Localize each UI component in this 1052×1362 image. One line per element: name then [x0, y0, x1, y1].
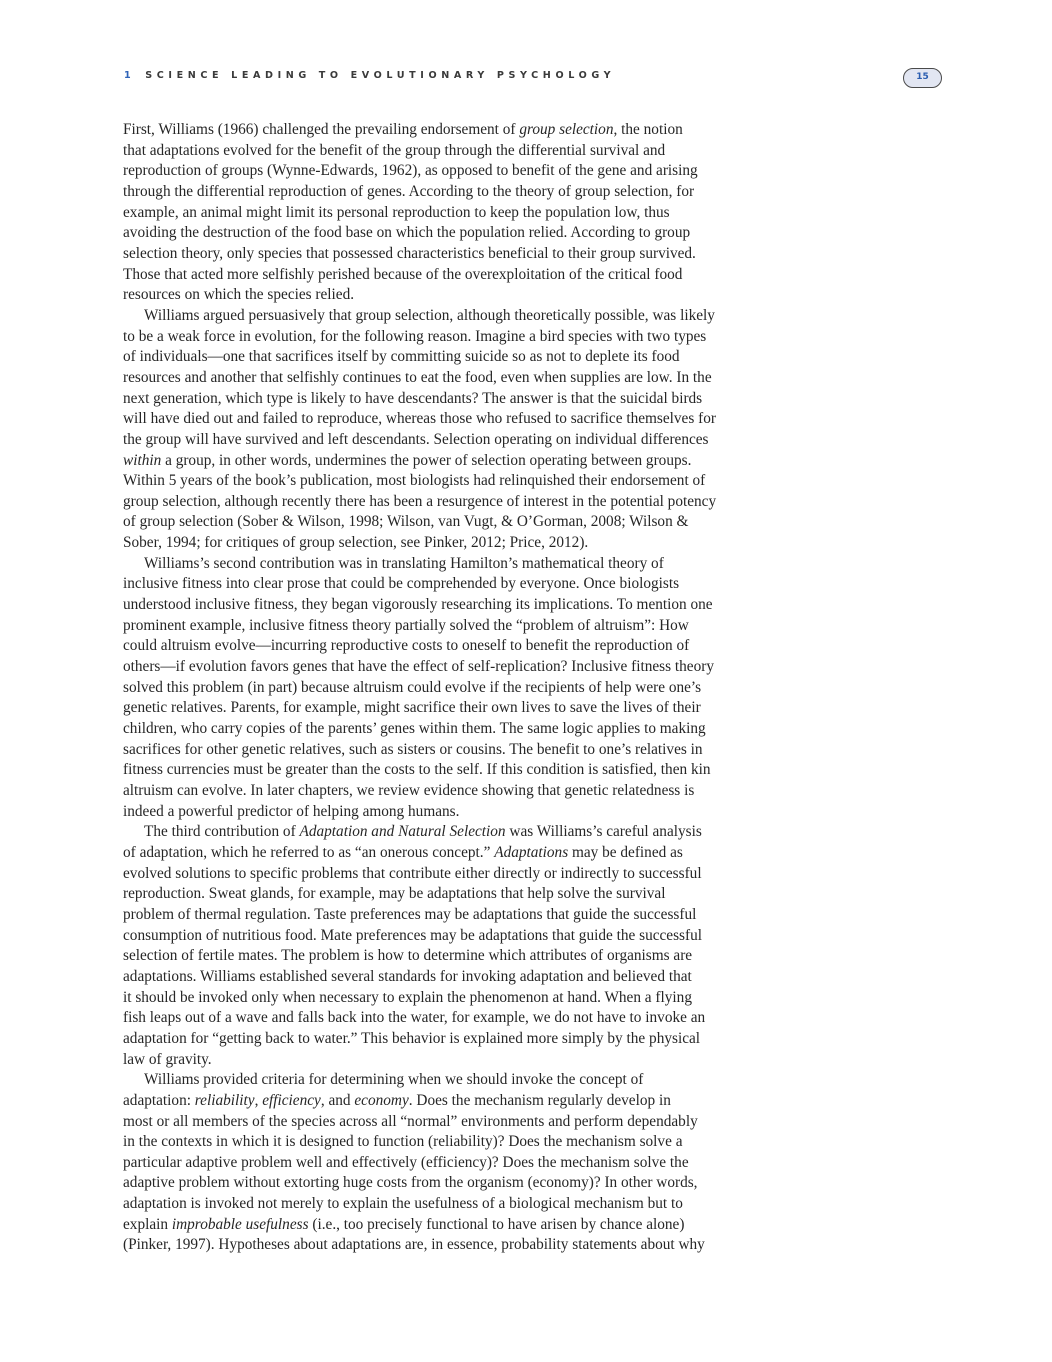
text-span: First, Williams (1966) challenged the prevailing endorsement of	[123, 121, 520, 138]
emphasis-term: efficiency	[262, 1091, 321, 1109]
text-line: Those that acted more selfishly perished because of the overexploitation of the critical food	[123, 265, 683, 283]
text-line: adaptive problem without extorting huge costs from the organism (economy)? In other words,	[123, 1174, 698, 1192]
text-line: altruism can evolve. In later chapters, we review evidence showing that genetic relatedness is	[123, 782, 695, 799]
text-line: could altruism evolve—incurring reproductive costs to oneself to benefit the reproduction of	[123, 637, 690, 655]
text-span: ,	[254, 1091, 263, 1109]
text-line: resources on which the species relied.	[123, 286, 355, 304]
text-line: adaptations. Williams established several standards for invoking adaptation and believed that	[123, 967, 692, 985]
text-line: Within 5 years of the book’s publication, most biologists had relinquished their endorsement of	[123, 472, 706, 490]
text-line: consumption of nutritious food. Mate preferences may be adaptations that guide the successful	[123, 926, 702, 944]
text-line: problem of thermal regulation. Taste preferences may be adaptations that guide the successful	[123, 905, 697, 923]
text-span: . Does the mechanism regularly develop in	[408, 1091, 671, 1109]
emphasis-term: Adaptations	[494, 843, 569, 861]
text-line: Williams argued persuasively that group selection, although theoretically possible, was likely	[144, 306, 715, 324]
text-line	[123, 843, 775, 864]
paragraph-inclusive-fitness	[123, 554, 775, 823]
text-line: to be a weak force in evolution, for the following reason. Imagine a bird species with two types	[123, 327, 707, 345]
text-span: of adaptation, which he referred to as “an onerous concept.”	[123, 843, 495, 861]
text-line	[123, 822, 775, 843]
text-line: the group will have survived and left descendants. Selection operating on individual differences	[123, 430, 709, 448]
text-span: adaptation:	[123, 1091, 195, 1109]
text-line: selection theory, only species that possessed characteristics beneficial to their group survived.	[123, 244, 696, 262]
text-line: Williams’s second contribution was in translating Hamilton’s mathematical theory of	[144, 554, 664, 572]
text-line	[123, 451, 775, 472]
running-head	[124, 70, 615, 81]
text-line: it should be invoked only when necessary to explain the phenomenon at hand. When a flying	[123, 988, 692, 1006]
text-line: reproduction of groups (Wynne-Edwards, 1962), as opposed to benefit of the gene and arising	[123, 162, 698, 180]
emphasis-term: improbable usefulness	[171, 1215, 309, 1233]
text-line: adaptation is invoked not merely to explain the usefulness of a biological mechanism but to	[123, 1195, 683, 1213]
text-line: in the contexts in which it is designed to function (reliability)? Does the mechanism solve a	[123, 1133, 683, 1151]
text-line: adaptation for “getting back to water.” This behavior is explained more simply by the physical	[123, 1029, 701, 1047]
text-line: (Pinker, 1997). Hypotheses about adaptations are, in essence, probability statements about why	[123, 1236, 705, 1254]
text-line: sacrifices for other genetic relatives, such as sisters or cousins. The benefit to one’s relatives in	[123, 740, 703, 758]
paragraph-group-selection	[123, 120, 775, 306]
emphasis-term: within	[123, 451, 162, 469]
text-line: that adaptations evolved for the benefit of the group through the differential survival and	[123, 141, 666, 159]
chapter-number: 1	[124, 70, 136, 81]
text-line: reproduction. Sweat glands, for example, may be adaptations that help solve the survival	[123, 885, 666, 903]
text-line: law of gravity.	[123, 1050, 212, 1068]
text-span: (i.e., too precisely functional to have arisen by chance alone)	[308, 1215, 685, 1233]
text-span: was Williams’s careful analysis	[505, 823, 702, 841]
emphasis-term: economy	[354, 1091, 409, 1109]
text-span: may be defined as	[568, 843, 683, 861]
text-line: indeed a powerful predictor of helping among humans.	[123, 802, 460, 820]
text-span: The third contribution of	[144, 823, 300, 841]
chapter-title: SCIENCE LEADING TO EVOLUTIONARY PSYCHOLOGY	[145, 70, 616, 81]
text-line: solved this problem (in part) because altruism could evolve if the recipients of help were one’s	[123, 678, 702, 696]
text-line	[123, 1215, 775, 1236]
text-line: children, who carry copies of the parents’ genes within them. The same logic applies to making	[123, 720, 706, 738]
paragraph-adaptation	[123, 822, 775, 1070]
emphasis-term: reliability	[194, 1091, 255, 1109]
text-line: example, an animal might limit its personal reproduction to keep the population low, thus	[123, 203, 670, 221]
text-line	[123, 1091, 775, 1112]
text-line: through the differential reproduction of genes. According to the theory of group selection, for	[123, 182, 695, 200]
text-line: of group selection (Sober & Wilson, 1998; Wilson, van Vugt, & O’Gorman, 2008; Wilson &	[123, 513, 689, 531]
emphasis-term: Adaptation and Natural Selection	[299, 823, 506, 841]
text-line: next generation, which type is likely to have descendants? The answer is that the suicidal birds	[123, 389, 703, 407]
text-span: , and	[320, 1091, 355, 1109]
text-line: group selection, although recently there has been a resurgence of interest in the potential potency	[123, 492, 717, 510]
text-line: will have died out and failed to reproduce, whereas those who refused to sacrifice themselves for	[123, 410, 716, 428]
text-line: selection of fertile mates. The problem is how to determine which attributes of organisms are	[123, 947, 693, 965]
text-line: most or all members of the species across all “normal” environments and perform dependably	[123, 1112, 698, 1130]
text-line	[123, 120, 775, 141]
text-line: fitness currencies must be greater than the costs to the self. If this condition is satisfied, then kin	[123, 761, 711, 779]
text-line: understood inclusive fitness, they began vigorously researching its implications. To mention one	[123, 596, 713, 614]
text-span: explain	[123, 1215, 172, 1233]
text-line: inclusive fitness into clear prose that could be comprehended by everyone. Once biologists	[123, 575, 680, 593]
page-number-badge: 15	[903, 68, 942, 88]
emphasis-term: group selection	[519, 121, 614, 138]
text-line: others—if evolution favors genes that have the effect of self-replication? Inclusive fitness theory	[123, 658, 714, 676]
text-line: genetic relatives. Parents, for example, might sacrifice their own lives to save the lives of their	[123, 699, 701, 717]
text-line: evolved solutions to specific problems that contribute either directly or indirectly to successful	[123, 864, 702, 882]
text-line: avoiding the destruction of the food base on which the population relied. According to group	[123, 224, 691, 242]
text-line: Sober, 1994; for critiques of group selection, see Pinker, 2012; Price, 2012).	[123, 534, 589, 552]
text-line: resources and another that selfishly continues to eat the food, even when supplies are low. In the	[123, 368, 712, 386]
text-line: Williams provided criteria for determining when we should invoke the concept of	[144, 1071, 644, 1089]
paragraph-criteria	[123, 1070, 775, 1256]
text-span: , the notion	[613, 121, 683, 138]
text-line: of individuals—one that sacrifices itself by committing suicide so as not to deplete its food	[123, 348, 680, 366]
text-line: prominent example, inclusive fitness theory partially solved the “problem of altruism”: How	[123, 616, 689, 634]
text-line: fish leaps out of a wave and falls back into the water, for example, we do not have to invoke an	[123, 1009, 706, 1027]
paragraph-weak-force	[123, 306, 775, 554]
body-text	[123, 120, 775, 1256]
text-line: particular adaptive problem well and effectively (efficiency)? Does the mechanism solve the	[123, 1153, 689, 1171]
text-span: a group, in other words, undermines the power of selection operating between groups.	[161, 451, 692, 469]
